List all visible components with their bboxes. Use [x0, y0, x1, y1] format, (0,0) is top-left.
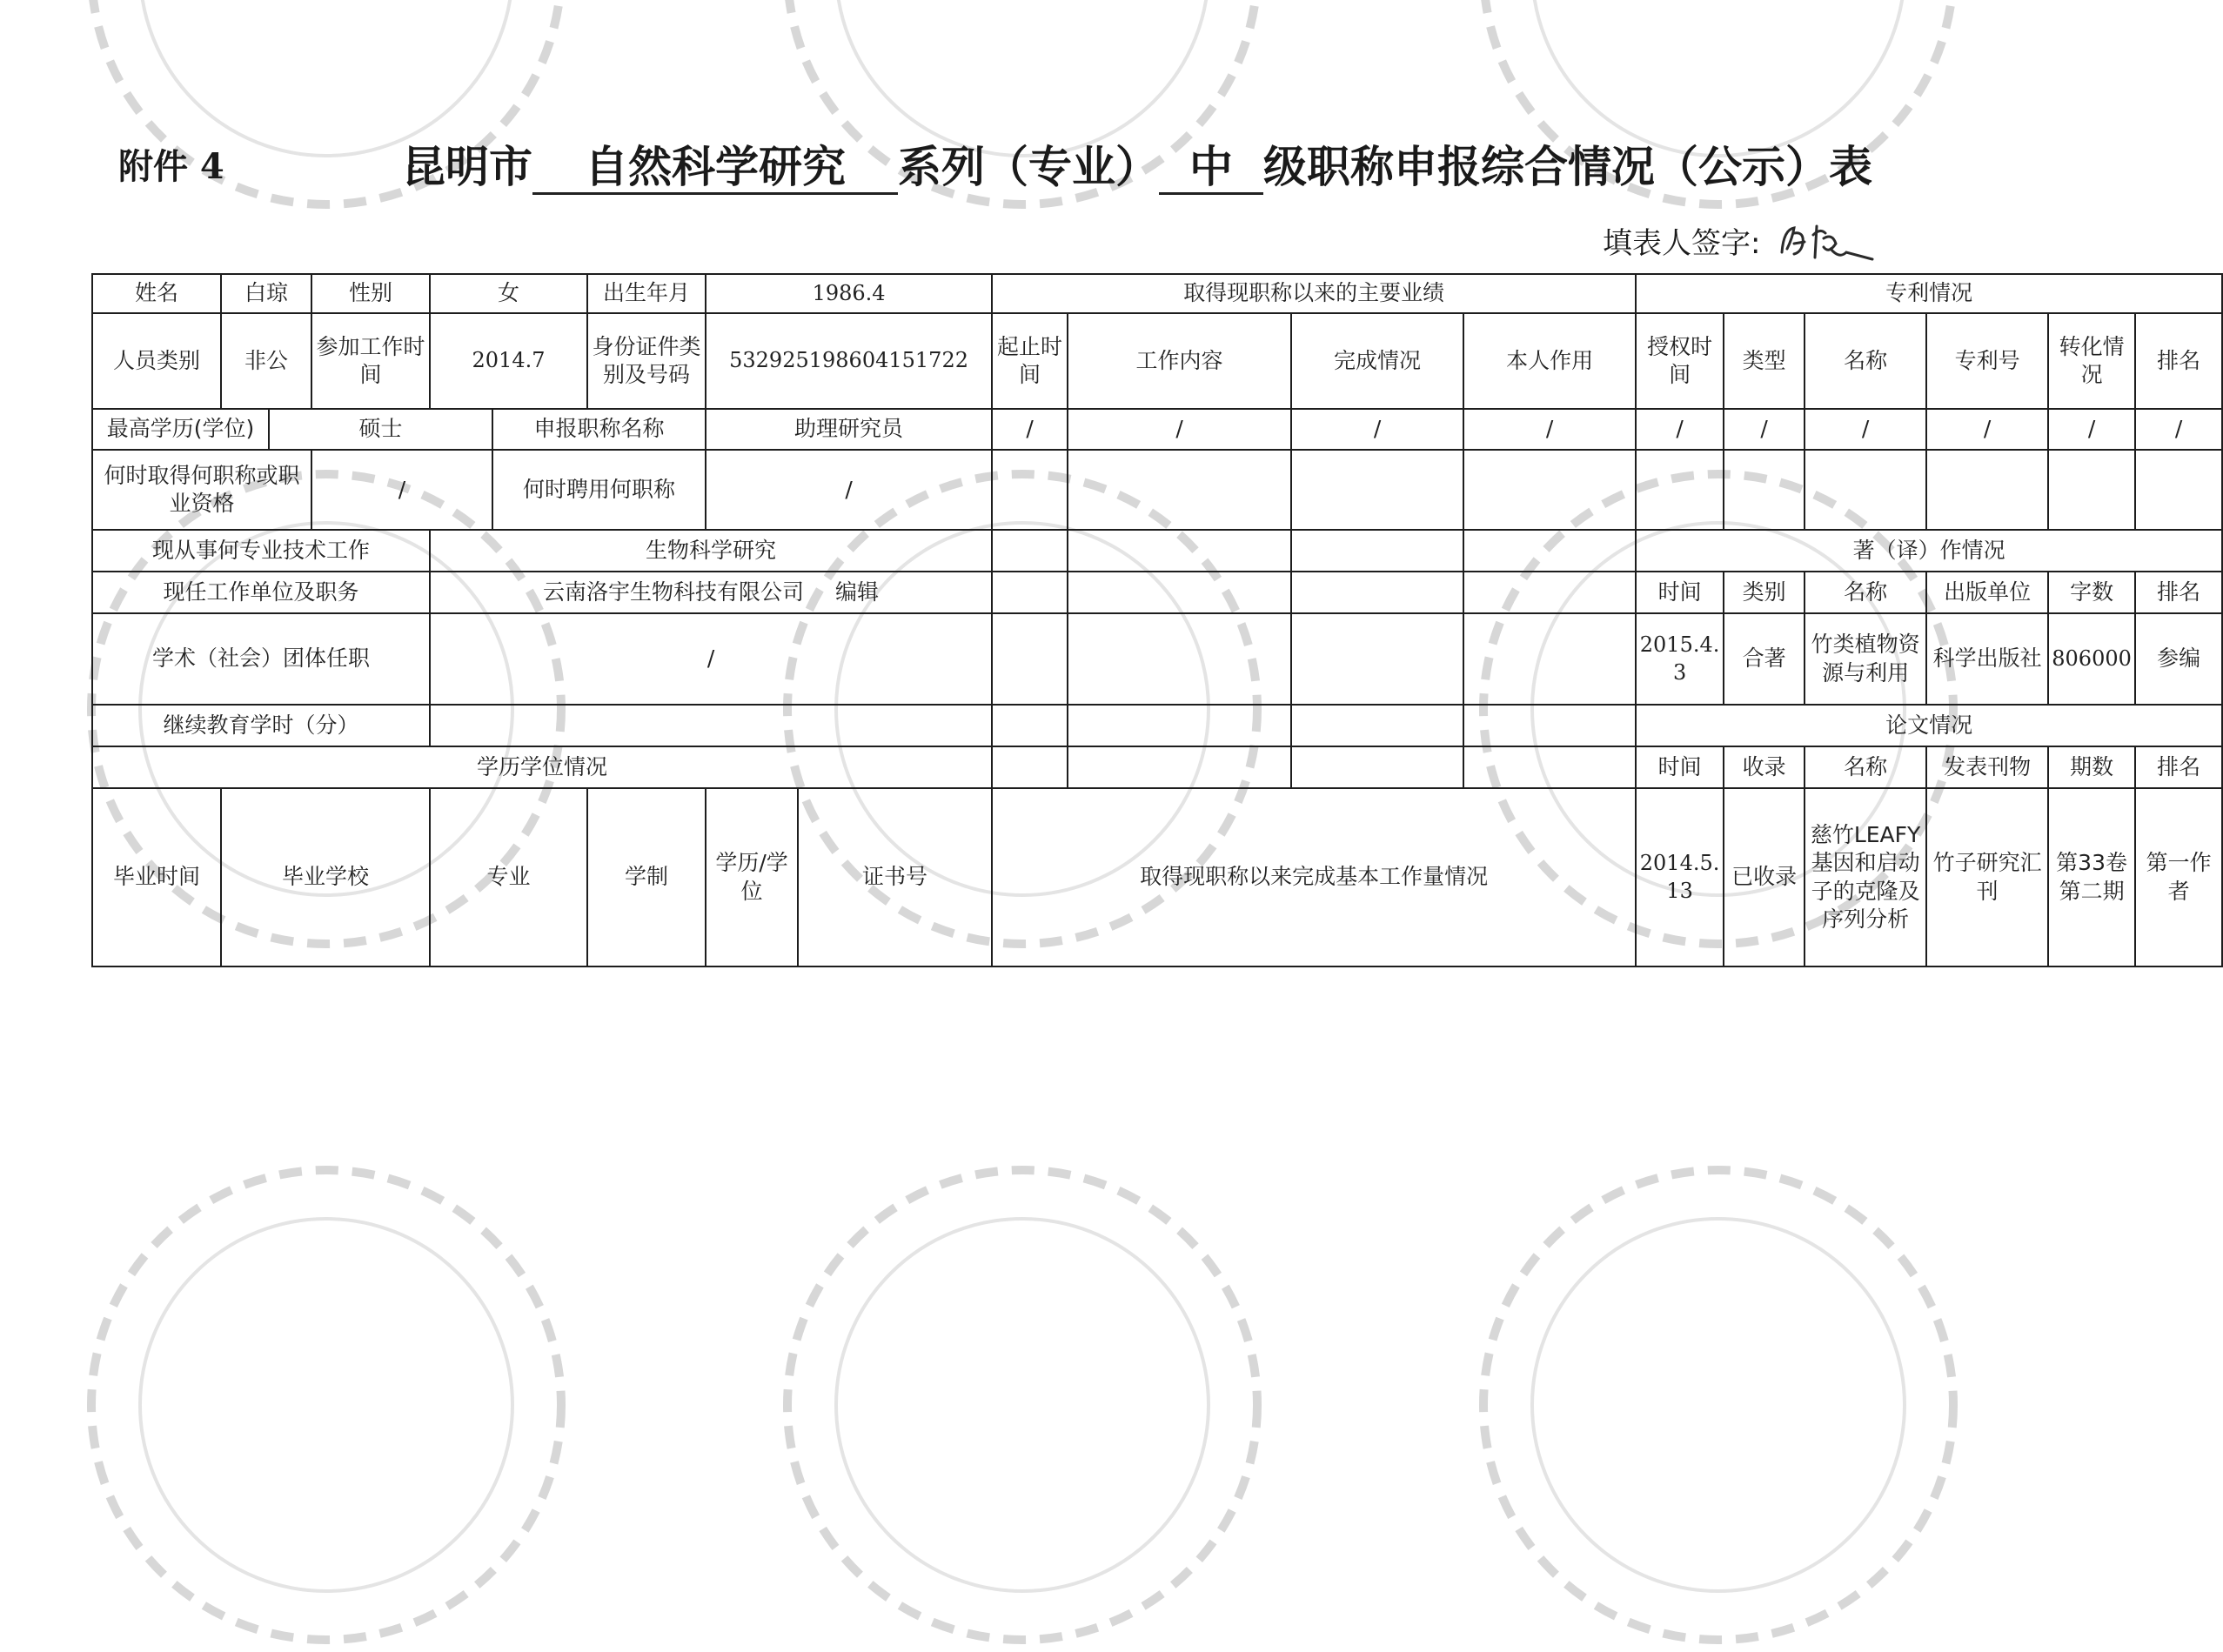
hired-title-value: /	[706, 450, 992, 530]
books-title: 著（译）作情况	[1636, 530, 2222, 572]
achievements-header-role: 本人作用	[1463, 313, 1636, 409]
birth-value: 1986.4	[706, 274, 992, 313]
name-value: 白琼	[221, 274, 311, 313]
book-publisher: 科学出版社	[1926, 613, 2048, 705]
edu-value: 硕士	[269, 409, 492, 450]
papers-header-rank: 排名	[2135, 746, 2222, 788]
achievements-header-status: 完成情况	[1291, 313, 1463, 409]
books-header-publisher: 出版单位	[1926, 572, 2048, 613]
society-value: /	[430, 613, 992, 705]
patents-empty-cell	[1636, 450, 1724, 530]
patents-cell: /	[1636, 409, 1724, 450]
current-title-time-value: /	[311, 450, 492, 530]
workload-title: 取得现职称以来完成基本工作量情况	[992, 788, 1636, 966]
achievements-empty-cell	[1291, 746, 1463, 788]
patents-cell: /	[2135, 409, 2222, 450]
achievements-empty-cell	[1463, 450, 1636, 530]
birth-label: 出生年月	[587, 274, 706, 313]
achievements-empty-cell	[1068, 530, 1291, 572]
paper-indexed: 已收录	[1724, 788, 1805, 966]
achievements-cell: /	[992, 409, 1068, 450]
society-label: 学术（社会）团体任职	[92, 613, 430, 705]
title-level-field: 中	[1159, 141, 1263, 195]
category-label: 人员类别	[92, 313, 221, 409]
books-header-word-count: 字数	[2048, 572, 2135, 613]
work-start-value: 2014.7	[430, 313, 587, 409]
gender-label: 性别	[311, 274, 430, 313]
papers-header-issue: 期数	[2048, 746, 2135, 788]
work-start-label: 参加工作时间	[311, 313, 430, 409]
achievements-header-period: 起止时间	[992, 313, 1068, 409]
achievements-empty-cell	[1463, 613, 1636, 705]
paper-time: 2014.5.13	[1636, 788, 1724, 966]
patents-empty-cell	[2048, 450, 2135, 530]
achievements-empty-cell	[1068, 705, 1291, 746]
achievements-empty-cell	[992, 705, 1068, 746]
book-type: 合著	[1724, 613, 1805, 705]
papers-header-time: 时间	[1636, 746, 1724, 788]
books-header-name: 名称	[1805, 572, 1926, 613]
id-label: 身份证件类别及号码	[587, 313, 706, 409]
achievements-empty-cell	[1463, 530, 1636, 572]
achievements-empty-cell	[1463, 746, 1636, 788]
education-header-grad-time: 毕业时间	[92, 788, 221, 966]
achievements-cell: /	[1068, 409, 1291, 450]
achievements-empty-cell	[1291, 572, 1463, 613]
books-header-rank: 排名	[2135, 572, 2222, 613]
apply-title-value: 助理研究员	[706, 409, 992, 450]
category-value: 非公	[221, 313, 311, 409]
achievements-empty-cell	[1291, 613, 1463, 705]
form-title	[402, 132, 1925, 195]
education-header-certificate: 证书号	[798, 788, 992, 966]
education-header-length: 学制	[587, 788, 706, 966]
achievements-empty-cell	[1068, 746, 1291, 788]
patents-header-name: 名称	[1805, 313, 1926, 409]
specialty-label: 现从事何专业技术工作	[92, 530, 430, 572]
employer-value	[430, 572, 992, 613]
application-form-table	[91, 273, 2223, 967]
employer-position: 编辑	[835, 579, 880, 605]
patents-cell: /	[1724, 409, 1805, 450]
education-header-school: 毕业学校	[221, 788, 430, 966]
achievements-empty-cell	[1068, 572, 1291, 613]
watermark-seal	[1475, 1161, 1962, 1652]
education-header-major: 专业	[430, 788, 587, 966]
achievements-cell: /	[1463, 409, 1636, 450]
name-label: 姓名	[92, 274, 221, 313]
apply-title-label: 申报职称名称	[492, 409, 706, 450]
watermark-seal	[83, 1161, 570, 1652]
paper-rank: 第一作者	[2135, 788, 2222, 966]
paper-name: 慈竹LEAFY基因和启动子的克隆及序列分析	[1805, 788, 1926, 966]
achievements-empty-cell	[992, 450, 1068, 530]
id-number-value: 532925198604151722	[706, 313, 992, 409]
employer-label: 现任工作单位及职务	[92, 572, 430, 613]
patents-empty-cell	[1926, 450, 2048, 530]
patents-empty-cell	[1805, 450, 1926, 530]
book-name: 竹类植物资源与利用	[1805, 613, 1926, 705]
signer-label: 填表人签字:	[1603, 226, 1761, 261]
achievements-empty-cell	[992, 746, 1068, 788]
achievements-header-content: 工作内容	[1068, 313, 1291, 409]
achievements-empty-cell	[1291, 705, 1463, 746]
patents-cell: /	[1926, 409, 2048, 450]
patents-header-type: 类型	[1724, 313, 1805, 409]
education-header-degree: 学历/学位	[706, 788, 798, 966]
patents-empty-cell	[1724, 450, 1805, 530]
title-series-field: 自然科学研究	[532, 141, 898, 195]
achievements-empty-cell	[1291, 450, 1463, 530]
patents-header-rank: 排名	[2135, 313, 2222, 409]
achievements-empty-cell	[1291, 530, 1463, 572]
papers-title: 论文情况	[1636, 705, 2222, 746]
papers-header-indexed: 收录	[1724, 746, 1805, 788]
patents-header-number: 专利号	[1926, 313, 2048, 409]
current-title-time-label: 何时取得何职称或职业资格	[92, 450, 311, 530]
patents-cell: /	[1805, 409, 1926, 450]
book-rank: 参编	[2135, 613, 2222, 705]
achievements-empty-cell	[1463, 705, 1636, 746]
books-header-time: 时间	[1636, 572, 1724, 613]
cont-edu-value	[430, 705, 992, 746]
achievements-cell: /	[1291, 409, 1463, 450]
title-mid: 系列（专业）	[898, 141, 1159, 192]
title-tail: 级职称申报综合情况（公示）表	[1263, 141, 1872, 192]
paper-journal: 竹子研究汇刊	[1926, 788, 2048, 966]
achievements-empty-cell	[992, 613, 1068, 705]
achievements-empty-cell	[1068, 450, 1291, 530]
employer-name: 云南洛宇生物科技有限公司	[543, 579, 805, 605]
achievements-empty-cell	[992, 572, 1068, 613]
education-title: 学历学位情况	[92, 746, 992, 788]
attachment-label: 附件 4	[118, 146, 224, 187]
patents-header-grant-time: 授权时间	[1636, 313, 1724, 409]
achievements-empty-cell	[1463, 572, 1636, 613]
edu-label: 最高学历(学位)	[92, 409, 269, 450]
achievements-empty-cell	[1068, 613, 1291, 705]
book-word-count: 806000	[2048, 613, 2135, 705]
hired-title-label: 何时聘用何职称	[492, 450, 706, 530]
book-time: 2015.4.3	[1636, 613, 1724, 705]
watermark-seal	[779, 1161, 1266, 1652]
handwritten-signature	[1775, 214, 1879, 270]
papers-header-journal: 发表刊物	[1926, 746, 2048, 788]
gender-value: 女	[430, 274, 587, 313]
books-header-type: 类别	[1724, 572, 1805, 613]
patents-cell: /	[2048, 409, 2135, 450]
paper-issue: 第33卷第二期	[2048, 788, 2135, 966]
achievements-title: 取得现职称以来的主要业绩	[992, 274, 1636, 313]
patents-title: 专利情况	[1636, 274, 2222, 313]
achievements-empty-cell	[992, 530, 1068, 572]
title-city: 昆明市	[402, 141, 532, 192]
specialty-value: 生物科学研究	[430, 530, 992, 572]
cont-edu-label: 继续教育学时（分）	[92, 705, 430, 746]
patents-header-transfer: 转化情况	[2048, 313, 2135, 409]
patents-empty-cell	[2135, 450, 2222, 530]
papers-header-name: 名称	[1805, 746, 1926, 788]
